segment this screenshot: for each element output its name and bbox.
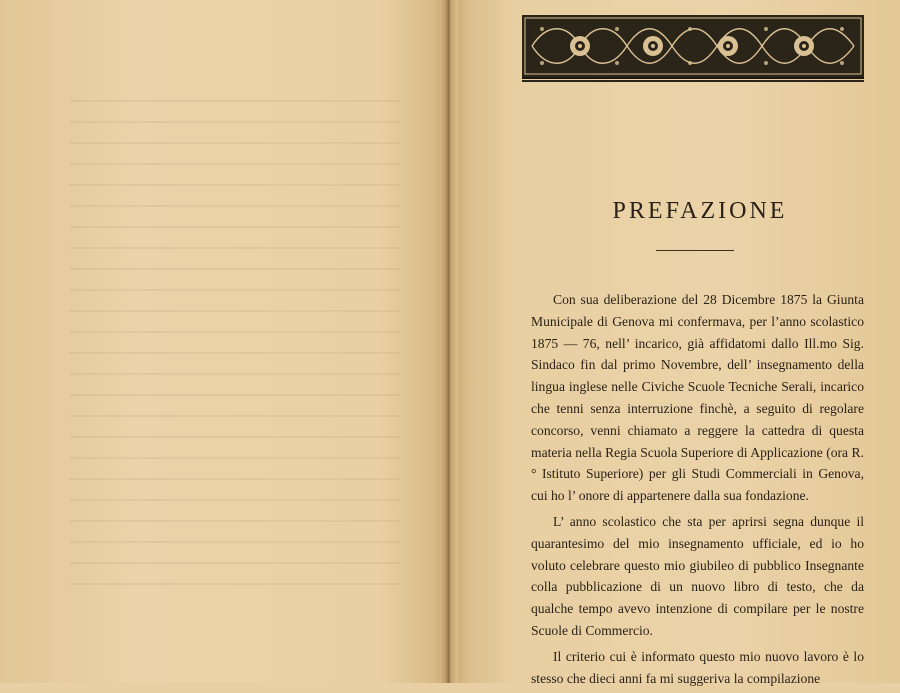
paragraph: L’ anno scolastico che sta per aprirsi segna dunque il quarantesimo del mio insegnamento ufficiale, ed io ho voluto celebrare questo mio giubileo di pubblico Insegnante colla pubblicazione di un nuovo libro di testo, che da qualche tempo avevo intenzione di compilare per le nostre Scuole di Commercio. [531,513,864,638]
left-page [0,0,446,683]
preface-body [531,289,864,693]
title-divider [656,250,734,251]
paragraph: Il criterio cui è informato questo mio nuovo lavoro è lo stesso che dieci anni fa mi suggeriva la compilazione [531,648,864,686]
ornament-rule [522,80,864,82]
page-title: PREFAZIONE [612,198,788,224]
ornament-pattern-icon [522,15,864,77]
book-gutter [440,0,458,683]
decorative-header-ornament [522,15,864,79]
paragraph: Con sua deliberazione del 28 Dicembre 1875 la Giunta Municipale di Genova mi confermava, per l’anno scolastico 1875 — 76, nell’ incarico, già affidatomi dallo Ill.mo Sig. Sindaco fin dal primo Novembre, dell’ insegnamento della lingua inglese nelle Civiche Scuole Tecniche Serali, incarico che tenni senza interruzione finchè, a seguito di regolare concorso, venni chiamato a reggere la cattedra di questa materia nella Regia Scuola Superiore di Applicazione (ora R.° Istituto Superiore) per gli Studi Commerciali in Genova, cui ho l’ onore di appartenere dalla sua fondazione. [531,292,864,504]
show-through-text [70,100,400,600]
